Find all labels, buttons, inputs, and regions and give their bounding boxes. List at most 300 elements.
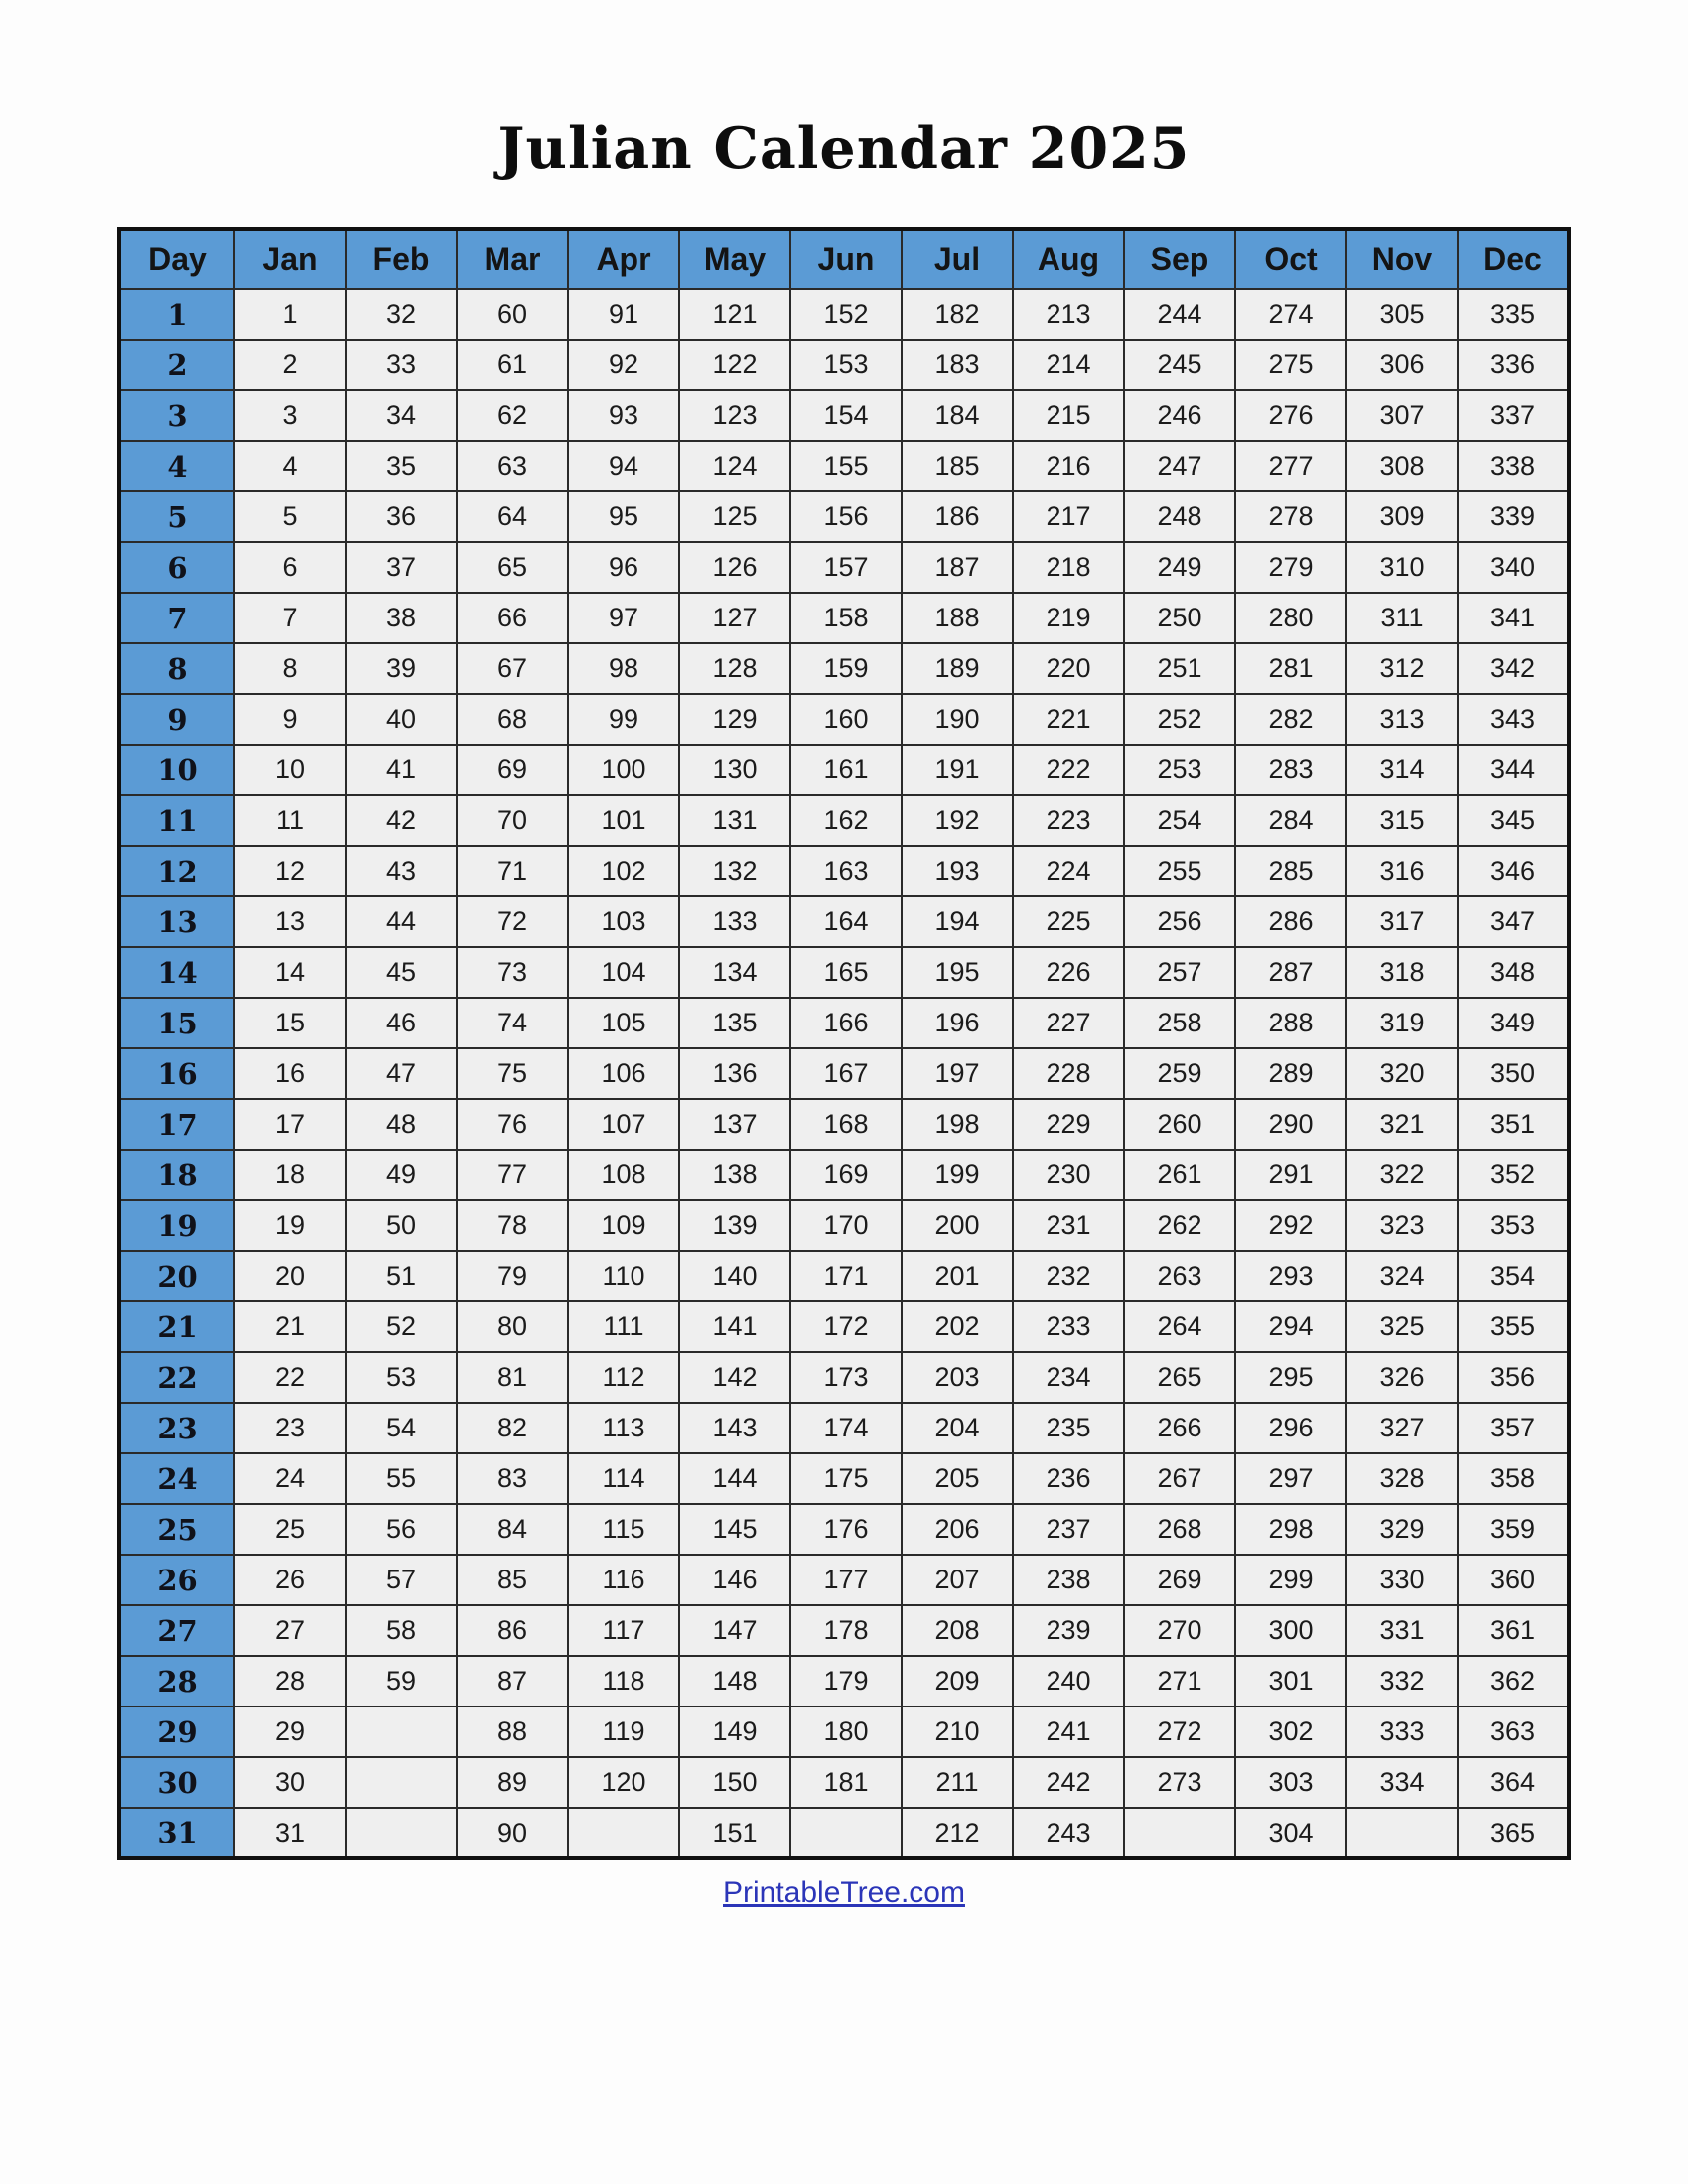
julian-day-cell: 62: [457, 390, 568, 441]
julian-day-cell: 286: [1235, 896, 1346, 947]
julian-day-cell: 290: [1235, 1099, 1346, 1150]
julian-day-cell: 234: [1013, 1352, 1124, 1403]
julian-day-cell: 68: [457, 694, 568, 745]
julian-day-cell: 271: [1124, 1656, 1235, 1706]
julian-day-cell: 80: [457, 1301, 568, 1352]
julian-day-cell: 123: [679, 390, 790, 441]
table-row: [119, 1453, 1569, 1504]
julian-day-cell: 23: [234, 1403, 346, 1453]
julian-day-cell: 106: [568, 1048, 679, 1099]
julian-day-cell: 6: [234, 542, 346, 593]
julian-day-cell: 206: [902, 1504, 1013, 1555]
julian-day-cell: 116: [568, 1555, 679, 1605]
julian-day-cell: 199: [902, 1150, 1013, 1200]
julian-day-cell: 342: [1458, 643, 1569, 694]
julian-day-cell: 183: [902, 340, 1013, 390]
julian-day-cell: 36: [346, 491, 457, 542]
julian-day-cell: 293: [1235, 1251, 1346, 1301]
julian-day-cell: 158: [790, 593, 902, 643]
julian-day-cell: [346, 1808, 457, 1858]
column-header-aug: Aug: [1013, 229, 1124, 289]
day-label: 14: [119, 947, 234, 998]
table-row: [119, 947, 1569, 998]
julian-day-cell: 283: [1235, 745, 1346, 795]
table-row: [119, 1706, 1569, 1757]
julian-day-cell: 300: [1235, 1605, 1346, 1656]
day-label: 25: [119, 1504, 234, 1555]
julian-day-cell: 88: [457, 1706, 568, 1757]
julian-day-cell: 2: [234, 340, 346, 390]
day-label: 31: [119, 1808, 234, 1858]
julian-day-cell: 133: [679, 896, 790, 947]
julian-day-cell: 37: [346, 542, 457, 593]
julian-day-cell: 214: [1013, 340, 1124, 390]
julian-day-cell: 276: [1235, 390, 1346, 441]
julian-day-cell: 217: [1013, 491, 1124, 542]
column-header-jan: Jan: [234, 229, 346, 289]
julian-day-cell: 154: [790, 390, 902, 441]
julian-day-cell: 49: [346, 1150, 457, 1200]
julian-day-cell: 202: [902, 1301, 1013, 1352]
julian-day-cell: 320: [1346, 1048, 1458, 1099]
day-label: 23: [119, 1403, 234, 1453]
julian-day-cell: 179: [790, 1656, 902, 1706]
julian-day-cell: 74: [457, 998, 568, 1048]
julian-day-cell: 256: [1124, 896, 1235, 947]
julian-day-cell: 41: [346, 745, 457, 795]
table-row: [119, 491, 1569, 542]
column-header-may: May: [679, 229, 790, 289]
table-row: [119, 1656, 1569, 1706]
day-label: 18: [119, 1150, 234, 1200]
julian-day-cell: 294: [1235, 1301, 1346, 1352]
julian-day-cell: 150: [679, 1757, 790, 1808]
day-label: 4: [119, 441, 234, 491]
julian-day-cell: 122: [679, 340, 790, 390]
julian-day-cell: 251: [1124, 643, 1235, 694]
julian-day-cell: 242: [1013, 1757, 1124, 1808]
julian-day-cell: 255: [1124, 846, 1235, 896]
julian-day-cell: 104: [568, 947, 679, 998]
julian-day-cell: 33: [346, 340, 457, 390]
julian-day-cell: 45: [346, 947, 457, 998]
julian-day-cell: 317: [1346, 896, 1458, 947]
day-label: 2: [119, 340, 234, 390]
julian-day-cell: 189: [902, 643, 1013, 694]
julian-day-cell: 261: [1124, 1150, 1235, 1200]
julian-day-cell: 280: [1235, 593, 1346, 643]
julian-day-cell: 166: [790, 998, 902, 1048]
julian-day-cell: 164: [790, 896, 902, 947]
julian-day-cell: 87: [457, 1656, 568, 1706]
column-header-jul: Jul: [902, 229, 1013, 289]
julian-day-cell: 101: [568, 795, 679, 846]
julian-day-cell: 84: [457, 1504, 568, 1555]
julian-day-cell: 92: [568, 340, 679, 390]
julian-day-cell: 209: [902, 1656, 1013, 1706]
julian-day-cell: 50: [346, 1200, 457, 1251]
julian-day-cell: 115: [568, 1504, 679, 1555]
julian-day-cell: 103: [568, 896, 679, 947]
julian-day-cell: 19: [234, 1200, 346, 1251]
julian-day-cell: 136: [679, 1048, 790, 1099]
julian-day-cell: 1: [234, 289, 346, 340]
julian-day-cell: 230: [1013, 1150, 1124, 1200]
day-label: 27: [119, 1605, 234, 1656]
julian-day-cell: 346: [1458, 846, 1569, 896]
julian-day-cell: 142: [679, 1352, 790, 1403]
julian-day-cell: 114: [568, 1453, 679, 1504]
julian-day-cell: 145: [679, 1504, 790, 1555]
julian-day-cell: 4: [234, 441, 346, 491]
table-row: [119, 593, 1569, 643]
julian-day-cell: 345: [1458, 795, 1569, 846]
julian-day-cell: 129: [679, 694, 790, 745]
day-label: 12: [119, 846, 234, 896]
julian-day-cell: 149: [679, 1706, 790, 1757]
table-row: [119, 1555, 1569, 1605]
julian-day-cell: 121: [679, 289, 790, 340]
julian-day-cell: 54: [346, 1403, 457, 1453]
julian-day-cell: 289: [1235, 1048, 1346, 1099]
julian-day-cell: 185: [902, 441, 1013, 491]
julian-day-cell: 343: [1458, 694, 1569, 745]
julian-day-cell: 311: [1346, 593, 1458, 643]
day-label: 9: [119, 694, 234, 745]
julian-day-cell: 338: [1458, 441, 1569, 491]
julian-day-cell: 226: [1013, 947, 1124, 998]
day-label: 20: [119, 1251, 234, 1301]
julian-day-cell: 9: [234, 694, 346, 745]
julian-day-cell: 109: [568, 1200, 679, 1251]
julian-day-cell: 184: [902, 390, 1013, 441]
julian-day-cell: 102: [568, 846, 679, 896]
julian-day-cell: 259: [1124, 1048, 1235, 1099]
table-row: [119, 745, 1569, 795]
julian-day-cell: 272: [1124, 1706, 1235, 1757]
julian-day-cell: 174: [790, 1403, 902, 1453]
julian-day-cell: 303: [1235, 1757, 1346, 1808]
julian-day-cell: 20: [234, 1251, 346, 1301]
table-row: [119, 846, 1569, 896]
julian-day-cell: 113: [568, 1403, 679, 1453]
julian-day-cell: 134: [679, 947, 790, 998]
julian-day-cell: 7: [234, 593, 346, 643]
julian-day-cell: 314: [1346, 745, 1458, 795]
julian-day-cell: 59: [346, 1656, 457, 1706]
table-row: [119, 1808, 1569, 1858]
header-row: [119, 229, 1569, 289]
column-header-nov: Nov: [1346, 229, 1458, 289]
julian-day-cell: 58: [346, 1605, 457, 1656]
table-row: [119, 1099, 1569, 1150]
julian-day-cell: 93: [568, 390, 679, 441]
julian-day-cell: 16: [234, 1048, 346, 1099]
julian-day-cell: 341: [1458, 593, 1569, 643]
julian-day-cell: 24: [234, 1453, 346, 1504]
julian-day-cell: 159: [790, 643, 902, 694]
page-title: Julian Calendar 2025: [497, 115, 1191, 182]
julian-day-cell: 364: [1458, 1757, 1569, 1808]
julian-day-cell: 215: [1013, 390, 1124, 441]
julian-day-cell: 172: [790, 1301, 902, 1352]
day-label: 8: [119, 643, 234, 694]
julian-day-cell: 352: [1458, 1150, 1569, 1200]
julian-day-cell: 233: [1013, 1301, 1124, 1352]
julian-day-cell: 241: [1013, 1706, 1124, 1757]
julian-day-cell: [346, 1757, 457, 1808]
julian-day-cell: 57: [346, 1555, 457, 1605]
julian-day-cell: 56: [346, 1504, 457, 1555]
julian-day-cell: 31: [234, 1808, 346, 1858]
julian-day-cell: 148: [679, 1656, 790, 1706]
julian-day-cell: 284: [1235, 795, 1346, 846]
table-row: [119, 998, 1569, 1048]
julian-day-cell: 90: [457, 1808, 568, 1858]
julian-day-cell: 324: [1346, 1251, 1458, 1301]
column-header-day: Day: [119, 229, 234, 289]
table-row: [119, 694, 1569, 745]
julian-day-cell: 285: [1235, 846, 1346, 896]
julian-day-cell: 315: [1346, 795, 1458, 846]
julian-day-cell: 313: [1346, 694, 1458, 745]
julian-day-cell: 360: [1458, 1555, 1569, 1605]
julian-day-cell: 208: [902, 1605, 1013, 1656]
day-label: 22: [119, 1352, 234, 1403]
julian-day-cell: 263: [1124, 1251, 1235, 1301]
julian-day-cell: 193: [902, 846, 1013, 896]
day-label: 28: [119, 1656, 234, 1706]
julian-day-cell: 97: [568, 593, 679, 643]
julian-day-cell: 75: [457, 1048, 568, 1099]
julian-day-cell: 78: [457, 1200, 568, 1251]
julian-day-cell: 348: [1458, 947, 1569, 998]
julian-day-cell: 269: [1124, 1555, 1235, 1605]
julian-day-cell: 194: [902, 896, 1013, 947]
julian-day-cell: 298: [1235, 1504, 1346, 1555]
julian-day-cell: 143: [679, 1403, 790, 1453]
day-label: 1: [119, 289, 234, 340]
day-label: 29: [119, 1706, 234, 1757]
julian-day-cell: 13: [234, 896, 346, 947]
julian-day-cell: 210: [902, 1706, 1013, 1757]
julian-day-cell: 173: [790, 1352, 902, 1403]
table-row: [119, 1757, 1569, 1808]
table-row: [119, 1048, 1569, 1099]
julian-day-cell: 302: [1235, 1706, 1346, 1757]
julian-day-cell: 219: [1013, 593, 1124, 643]
julian-day-cell: 161: [790, 745, 902, 795]
julian-day-cell: 359: [1458, 1504, 1569, 1555]
julian-day-cell: 91: [568, 289, 679, 340]
julian-day-cell: 318: [1346, 947, 1458, 998]
julian-day-cell: 239: [1013, 1605, 1124, 1656]
julian-day-cell: 205: [902, 1453, 1013, 1504]
julian-day-cell: 95: [568, 491, 679, 542]
julian-day-cell: 98: [568, 643, 679, 694]
julian-day-cell: 344: [1458, 745, 1569, 795]
table-row: [119, 1352, 1569, 1403]
day-label: 15: [119, 998, 234, 1048]
julian-day-cell: 162: [790, 795, 902, 846]
table-row: [119, 289, 1569, 340]
footer-link[interactable]: PrintableTree.com: [723, 1876, 965, 1909]
table-row: [119, 1504, 1569, 1555]
julian-day-cell: 144: [679, 1453, 790, 1504]
julian-day-cell: 304: [1235, 1808, 1346, 1858]
julian-day-cell: 140: [679, 1251, 790, 1301]
julian-day-cell: 21: [234, 1301, 346, 1352]
table-row: [119, 390, 1569, 441]
julian-day-cell: 340: [1458, 542, 1569, 593]
julian-day-cell: 265: [1124, 1352, 1235, 1403]
julian-day-cell: 220: [1013, 643, 1124, 694]
julian-day-cell: 267: [1124, 1453, 1235, 1504]
julian-day-cell: 319: [1346, 998, 1458, 1048]
julian-day-cell: 127: [679, 593, 790, 643]
julian-day-cell: [790, 1808, 902, 1858]
julian-day-cell: 203: [902, 1352, 1013, 1403]
julian-day-cell: 22: [234, 1352, 346, 1403]
julian-day-cell: 306: [1346, 340, 1458, 390]
julian-day-cell: 53: [346, 1352, 457, 1403]
column-header-dec: Dec: [1458, 229, 1569, 289]
day-label: 6: [119, 542, 234, 593]
day-label: 24: [119, 1453, 234, 1504]
julian-day-cell: 182: [902, 289, 1013, 340]
julian-day-cell: 17: [234, 1099, 346, 1150]
julian-day-cell: 124: [679, 441, 790, 491]
julian-day-cell: 139: [679, 1200, 790, 1251]
julian-day-cell: 274: [1235, 289, 1346, 340]
julian-day-cell: 296: [1235, 1403, 1346, 1453]
julian-day-cell: 141: [679, 1301, 790, 1352]
table-row: [119, 1301, 1569, 1352]
julian-day-cell: 63: [457, 441, 568, 491]
day-label: 16: [119, 1048, 234, 1099]
julian-day-cell: 347: [1458, 896, 1569, 947]
julian-day-cell: 191: [902, 745, 1013, 795]
julian-day-cell: 288: [1235, 998, 1346, 1048]
julian-day-cell: 356: [1458, 1352, 1569, 1403]
julian-day-cell: 250: [1124, 593, 1235, 643]
julian-day-cell: 70: [457, 795, 568, 846]
julian-calendar-table: [117, 227, 1571, 1860]
julian-day-cell: 355: [1458, 1301, 1569, 1352]
julian-day-cell: 264: [1124, 1301, 1235, 1352]
julian-day-cell: 177: [790, 1555, 902, 1605]
table-row: [119, 340, 1569, 390]
julian-day-cell: 224: [1013, 846, 1124, 896]
julian-day-cell: 131: [679, 795, 790, 846]
julian-day-cell: 55: [346, 1453, 457, 1504]
julian-day-cell: 181: [790, 1757, 902, 1808]
julian-day-cell: 365: [1458, 1808, 1569, 1858]
julian-day-cell: 30: [234, 1757, 346, 1808]
julian-day-cell: 195: [902, 947, 1013, 998]
day-label: 17: [119, 1099, 234, 1150]
day-label: 13: [119, 896, 234, 947]
julian-day-cell: 275: [1235, 340, 1346, 390]
day-label: 19: [119, 1200, 234, 1251]
julian-day-cell: 11: [234, 795, 346, 846]
julian-day-cell: 247: [1124, 441, 1235, 491]
julian-day-cell: 333: [1346, 1706, 1458, 1757]
julian-day-cell: 281: [1235, 643, 1346, 694]
footer: [0, 1876, 1688, 1910]
julian-day-cell: 187: [902, 542, 1013, 593]
julian-day-cell: 252: [1124, 694, 1235, 745]
julian-day-cell: 3: [234, 390, 346, 441]
julian-day-cell: 186: [902, 491, 1013, 542]
julian-day-cell: 328: [1346, 1453, 1458, 1504]
julian-day-cell: 279: [1235, 542, 1346, 593]
julian-day-cell: 64: [457, 491, 568, 542]
julian-day-cell: 287: [1235, 947, 1346, 998]
julian-day-cell: 167: [790, 1048, 902, 1099]
julian-day-cell: 10: [234, 745, 346, 795]
julian-day-cell: 201: [902, 1251, 1013, 1301]
julian-day-cell: 83: [457, 1453, 568, 1504]
julian-day-cell: [568, 1808, 679, 1858]
julian-day-cell: 198: [902, 1099, 1013, 1150]
julian-day-cell: 223: [1013, 795, 1124, 846]
julian-day-cell: 327: [1346, 1403, 1458, 1453]
julian-day-cell: 151: [679, 1808, 790, 1858]
julian-day-cell: 180: [790, 1706, 902, 1757]
julian-day-cell: 291: [1235, 1150, 1346, 1200]
julian-day-cell: 160: [790, 694, 902, 745]
julian-day-cell: 349: [1458, 998, 1569, 1048]
julian-day-cell: 125: [679, 491, 790, 542]
julian-day-cell: 225: [1013, 896, 1124, 947]
table-row: [119, 1251, 1569, 1301]
julian-day-cell: 335: [1458, 289, 1569, 340]
julian-day-cell: 326: [1346, 1352, 1458, 1403]
julian-day-cell: 257: [1124, 947, 1235, 998]
julian-day-cell: 222: [1013, 745, 1124, 795]
julian-day-cell: 99: [568, 694, 679, 745]
julian-day-cell: 211: [902, 1757, 1013, 1808]
julian-day-cell: 310: [1346, 542, 1458, 593]
julian-day-cell: 309: [1346, 491, 1458, 542]
julian-day-cell: 246: [1124, 390, 1235, 441]
julian-day-cell: 117: [568, 1605, 679, 1656]
julian-day-cell: 353: [1458, 1200, 1569, 1251]
julian-day-cell: 85: [457, 1555, 568, 1605]
julian-day-cell: 358: [1458, 1453, 1569, 1504]
julian-day-cell: 153: [790, 340, 902, 390]
julian-day-cell: 258: [1124, 998, 1235, 1048]
julian-day-cell: 213: [1013, 289, 1124, 340]
julian-day-cell: 295: [1235, 1352, 1346, 1403]
julian-day-cell: 135: [679, 998, 790, 1048]
julian-day-cell: 46: [346, 998, 457, 1048]
julian-day-cell: 81: [457, 1352, 568, 1403]
julian-day-cell: 25: [234, 1504, 346, 1555]
julian-day-cell: 118: [568, 1656, 679, 1706]
julian-day-cell: 69: [457, 745, 568, 795]
julian-day-cell: 196: [902, 998, 1013, 1048]
julian-day-cell: 96: [568, 542, 679, 593]
julian-day-cell: 67: [457, 643, 568, 694]
julian-day-cell: 39: [346, 643, 457, 694]
julian-day-cell: [1346, 1808, 1458, 1858]
julian-day-cell: 253: [1124, 745, 1235, 795]
julian-day-cell: 47: [346, 1048, 457, 1099]
julian-day-cell: 236: [1013, 1453, 1124, 1504]
table-row: [119, 795, 1569, 846]
